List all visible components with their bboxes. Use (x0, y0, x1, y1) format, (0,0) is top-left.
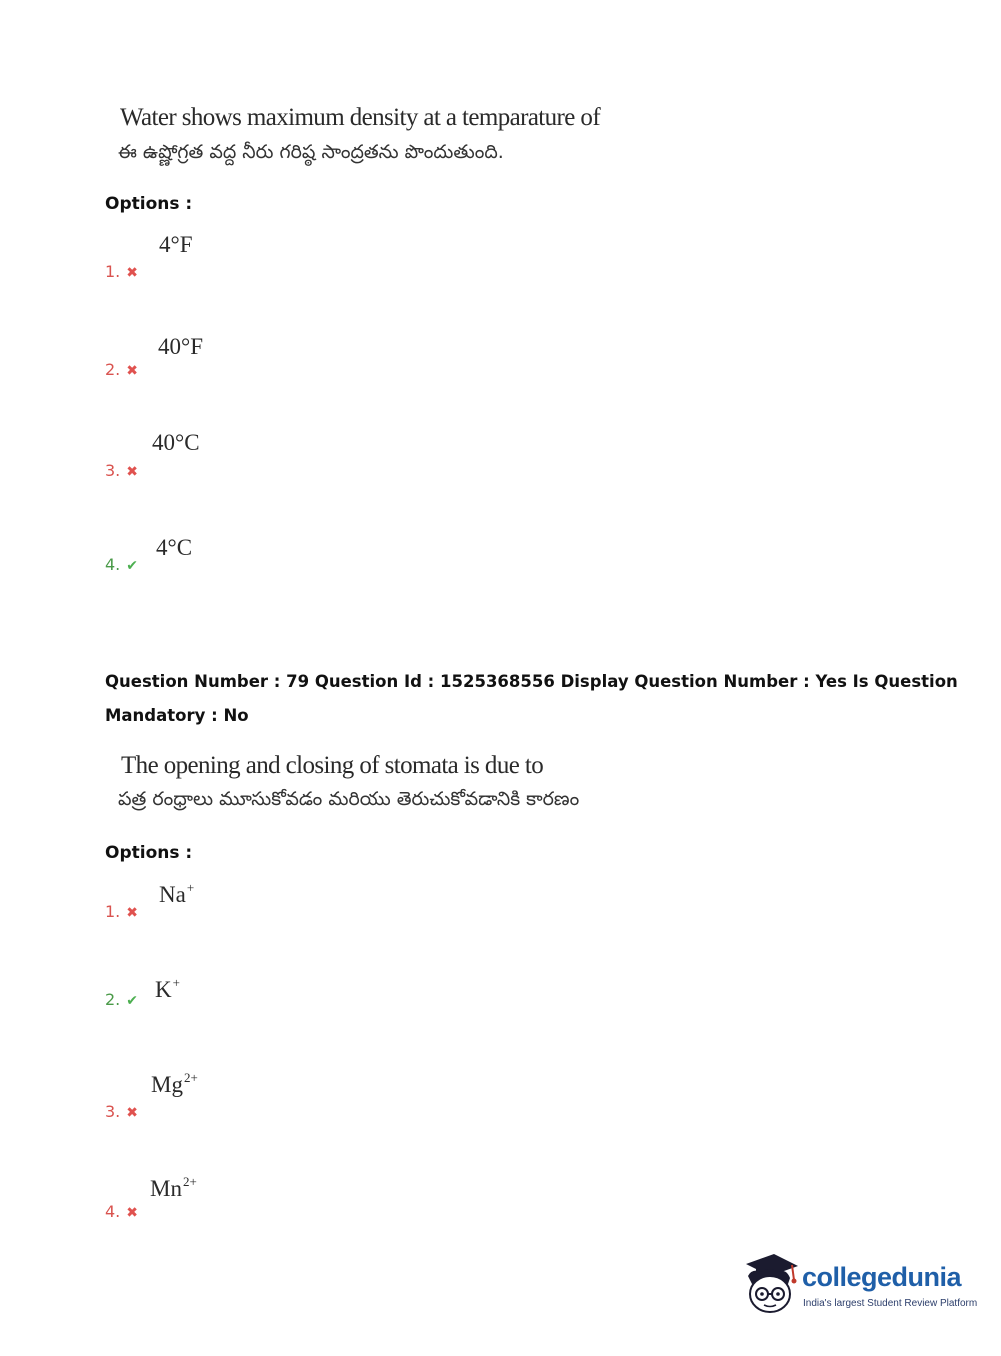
options-label: Options : (105, 194, 193, 214)
option-value: 40°F (158, 334, 203, 359)
question-meta-line-2: Mandatory : No (105, 706, 249, 725)
options-label: Options : (105, 843, 193, 863)
option-number: 3. ✖ (105, 461, 138, 480)
logo-wordmark: collegedunia (802, 1262, 962, 1292)
option-number: 3. ✖ (105, 1102, 138, 1121)
wrong-icon: ✖ (126, 464, 138, 480)
option-value: 40°C (152, 430, 200, 455)
question-text-telugu: ఈ ఉష్ణోగ్రత వద్ద నీరు గరిష్ఠ సాంద్రతను పొందుతుంది. (118, 141, 504, 163)
question-text-english: The opening and closing of stomata is due to (121, 752, 544, 779)
option-number: 2. ✔ (105, 990, 138, 1009)
option-number: 1. ✖ (105, 902, 138, 921)
option-number: 2. ✖ (105, 360, 138, 379)
question-meta-line-1: Question Number : 79 Question Id : 1525368556 Display Question Number : Yes Is Question (105, 672, 958, 691)
option-number: 4. ✖ (105, 1202, 138, 1221)
check-icon: ✔ (126, 993, 138, 1009)
question-text-telugu: పత్ర రంధ్రాలు మూసుకోవడం మరియు తెరుచుకోవడానికి కారణం (118, 788, 580, 810)
option-value: 4°F (159, 232, 193, 257)
wrong-icon: ✖ (126, 1105, 138, 1121)
collegedunia-logo (740, 1250, 978, 1320)
option-value: $Mg^{2+}$ (151, 1070, 198, 1097)
logo-tagline: India's largest Student Review Platform (803, 1298, 978, 1309)
check-icon: ✔ (126, 558, 138, 574)
wrong-icon: ✖ (126, 265, 138, 281)
option-value: Na+ (159, 880, 195, 907)
option-value: K+ (155, 975, 180, 1002)
wrong-icon: ✖ (126, 1205, 138, 1221)
option-number: 1. ✖ (105, 262, 138, 281)
question-text-english: Water shows maximum density at a temparature of (120, 104, 601, 131)
option-value: $Mn^{2+}$ (150, 1174, 197, 1201)
option-number: 4. ✔ (105, 555, 138, 574)
mascot-icon (740, 1250, 802, 1320)
option-value: 4°C (156, 535, 193, 560)
wrong-icon: ✖ (126, 905, 138, 921)
wrong-icon: ✖ (126, 363, 138, 379)
